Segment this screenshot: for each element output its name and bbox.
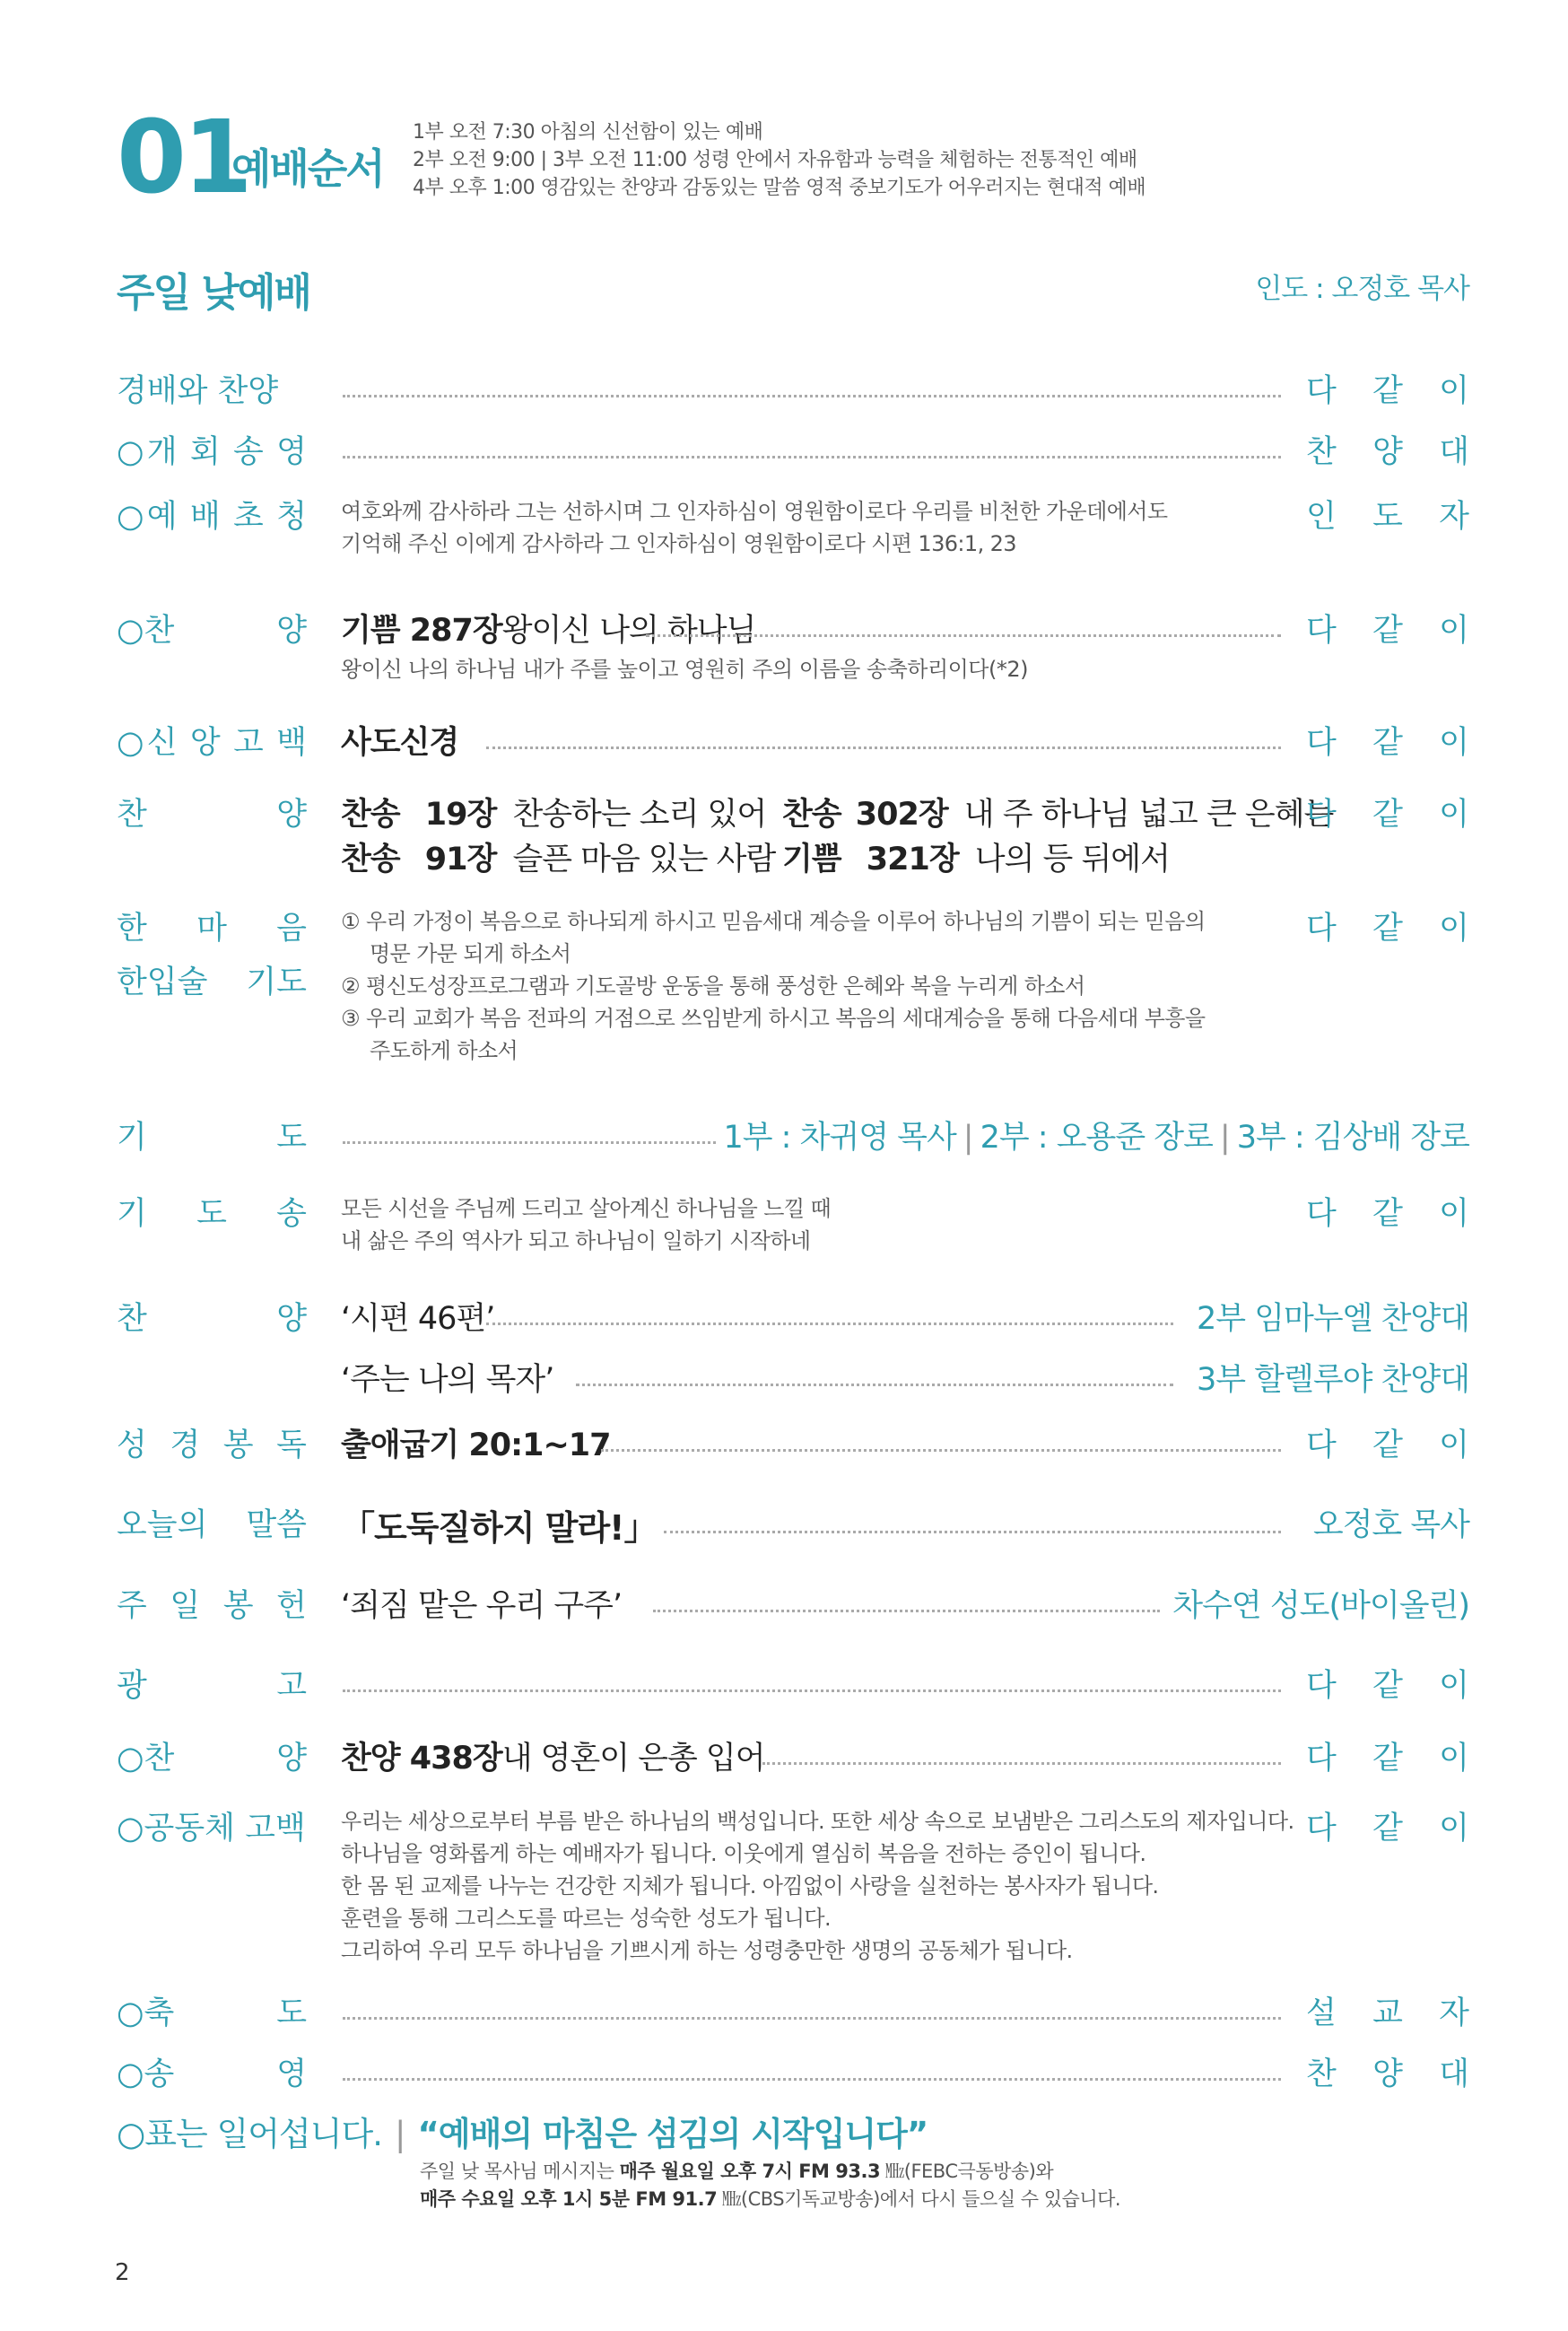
row-person: 찬 양 대 <box>1306 434 1469 470</box>
broadcast-line <box>420 2158 1120 2186</box>
row-label: ○신 앙 고 백 <box>117 725 307 761</box>
choir-name: 3부 할렐루야 찬양대 <box>1197 1362 1469 1398</box>
row-person: 다 같 이 <box>1306 613 1469 649</box>
service-schedule <box>413 118 1146 202</box>
divider: | <box>963 1120 973 1156</box>
row-label <box>117 1113 307 1157</box>
row-person: 다 같 이 <box>1306 911 1469 947</box>
row-person: 오정호 목사 <box>1312 1507 1469 1543</box>
leader-dots <box>343 456 1281 458</box>
text-line: 기억해 주신 이에게 감사하라 그 인자하심이 영원함이로다 시편 136:1, 23 <box>341 531 1016 556</box>
page-number: 2 <box>115 2259 130 2286</box>
order-row-closing <box>117 2049 1469 2094</box>
label-part: ○찬 <box>117 1741 175 1777</box>
creed-content <box>341 718 458 763</box>
label-part: 광 <box>117 1668 147 1704</box>
hymn-lyric: 왕이신 나의 하나님 내가 주를 높이고 영원히 주의 이름을 송축하리이다(*2) <box>341 657 1028 682</box>
row-label <box>117 2049 307 2094</box>
hymn-item <box>341 790 766 834</box>
row-label: 한입술 기도 <box>117 965 307 1000</box>
hymn-number: 찬양 438장 <box>341 1741 502 1777</box>
row-person: 설 교 자 <box>1306 1995 1469 2031</box>
text-line: 여호와께 감사하라 그는 선하시며 그 인자하심이 영원함이로다 우리를 비천한 가운데에서도 <box>341 499 1168 524</box>
choir-song: ‘주는 나의 목자’ <box>341 1362 554 1398</box>
row-label <box>117 1294 307 1339</box>
hymn-book: 찬송 <box>341 797 400 833</box>
divider: | <box>1219 1120 1230 1156</box>
row-label: 한 마 음 <box>117 911 307 947</box>
offering-content <box>341 1581 622 1626</box>
confession-line: 한 몸 된 교제를 나누는 건강한 지체가 됩니다. 아낌없이 사랑을 실천하는 봉사자가 됩니다. <box>341 1873 1159 1899</box>
hymn-book: 기쁨 <box>782 842 841 877</box>
hymn-number: 321장 <box>866 842 959 877</box>
row-label: 주 일 봉 헌 <box>117 1588 307 1624</box>
row-label: ○개 회 송 영 <box>117 434 307 470</box>
prayer-leader: 3부 : 김상배 장로 <box>1236 1120 1469 1156</box>
label-part: 찬 <box>117 797 147 833</box>
row-person: 다 같 이 <box>1306 1741 1469 1777</box>
row-person: 다 같 이 <box>1306 797 1469 833</box>
row-person: 다 같 이 <box>1306 1668 1469 1704</box>
order-row-scripture <box>117 1420 1469 1465</box>
row-label: ○공동체 고백 <box>117 1811 306 1846</box>
order-row-choir <box>117 1294 1469 1401</box>
row-person: 다 같 이 <box>1306 725 1469 761</box>
broadcast-line <box>420 2186 1120 2213</box>
label-part: 양 <box>276 797 307 833</box>
note-text: ㎒(FEBC극동방송)와 <box>880 2161 1054 2182</box>
hymn-name: 나의 등 뒤에서 <box>974 842 1170 877</box>
confession-line: 훈련을 통해 그리스도를 따르는 성숙한 성도가 됩니다. <box>341 1906 832 1931</box>
order-row-hymn-2 <box>117 1733 1469 1778</box>
schedule-line: 2부 오전 9:00 | 3부 오전 11:00 성령 안에서 자유함과 능력을 체험하는 전통적인 예배 <box>413 149 1137 171</box>
leader-dots <box>343 395 1281 397</box>
order-row-worship <box>117 366 1469 411</box>
hymn-name: 내 영혼이 은총 입어 <box>501 1741 765 1777</box>
label-part: 도 <box>276 1120 307 1156</box>
hymn-item <box>341 834 775 879</box>
hymn-item <box>782 834 1170 879</box>
row-label <box>117 606 307 650</box>
label-part: ○축 <box>117 1995 175 2031</box>
sermon-content <box>341 1500 658 1550</box>
order-row-offering <box>117 1581 1469 1626</box>
label-part: 고 <box>276 1668 307 1704</box>
leader-dots <box>486 1323 1173 1325</box>
note-text: ㎒(CBS기독교방송)에서 다시 들으실 수 있습니다. <box>717 2188 1121 2210</box>
row-label: 기 도 송 <box>117 1196 307 1232</box>
row-label <box>117 1733 307 1778</box>
prayer-line: ③ 우리 교회가 복음 전파의 거점으로 쓰임받게 하시고 복음의 세대계승을 통해 다음세대 부흥을 <box>341 1006 1206 1031</box>
hymn-number: 19장 <box>424 797 497 833</box>
note-emphasis: 매주 수요일 오후 1시 5분 FM 91.7 <box>420 2188 718 2210</box>
prayer-line: 주도하게 하소서 <box>370 1038 518 1063</box>
label-part: 찬 <box>117 1301 147 1337</box>
prayer-line: ① 우리 가정이 복음으로 하나되게 하시고 믿음세대 계승을 이루어 하나님의 기쁨이 되는 믿음의 <box>341 909 1206 934</box>
hymn-title <box>341 606 755 650</box>
leader-dots <box>601 1449 1281 1452</box>
note-emphasis: 매주 월요일 오후 7시 FM 93.3 <box>619 2161 881 2182</box>
hymn-book: 찬송 <box>782 797 841 833</box>
motto-text: “예배의 마침은 섬김의 시작입니다” <box>417 2115 928 2153</box>
row-label <box>117 1661 307 1706</box>
order-row-creed <box>117 718 1469 763</box>
hymn-title <box>341 1733 765 1778</box>
service-title: 주일 낮예배 <box>117 270 310 316</box>
offering-song: ‘죄짐 맡은 우리 구주’ <box>341 1588 623 1624</box>
row-label: 성 경 봉 독 <box>117 1427 307 1463</box>
row-label <box>117 790 307 834</box>
order-row-benediction <box>117 1988 1469 2033</box>
label-part: 양 <box>276 613 307 649</box>
row-label: 오늘의 말씀 <box>117 1507 307 1543</box>
leader-dots <box>343 2078 1281 2081</box>
leader-dots <box>343 1141 716 1144</box>
order-row-hymn <box>117 606 1469 695</box>
order-row-community <box>117 1803 1469 1974</box>
service-leader: 인도 : 오정호 목사 <box>1255 273 1469 305</box>
order-row-invocation <box>117 492 1469 563</box>
footer-motto <box>117 2107 928 2155</box>
row-person: 다 같 이 <box>1306 1196 1469 1232</box>
row-label <box>117 1988 307 2033</box>
choir-name: 2부 임마누엘 찬양대 <box>1197 1301 1469 1337</box>
scripture-content <box>341 1420 611 1465</box>
hymn-name: 왕이신 나의 하나님 <box>501 613 756 649</box>
scripture-reference: 출애굽기 20:1~17 <box>341 1427 611 1463</box>
divider: | <box>395 2115 405 2153</box>
invocation-text <box>341 495 1167 560</box>
leader-dots <box>343 2017 1281 2020</box>
leader-dots <box>653 1610 1160 1612</box>
hymn-name: 내 주 하나님 넓고 큰 은혜는 <box>963 797 1334 833</box>
prayer-song-lyrics <box>341 1192 831 1257</box>
row-person: 찬 양 대 <box>1306 2056 1469 2092</box>
label-part: 기 <box>117 1120 147 1156</box>
hymn-number: 302장 <box>855 797 948 833</box>
label-part: 양 <box>276 1741 307 1777</box>
leader-dots <box>664 1531 1281 1533</box>
order-row-unison-prayer <box>117 904 1469 1074</box>
sermon-title: 「도둑질하지 말라!」 <box>341 1508 658 1548</box>
confession-line: 우리는 세상으로부터 부름 받은 하나님의 백성입니다. 또한 세상 속으로 보냄받은 그리스도의 제자입니다. <box>341 1809 1294 1834</box>
row-label: ○예 배 초 청 <box>117 499 307 535</box>
confession-line: 그리하여 우리 모두 하나님을 기쁘시게 하는 성령충만한 생명의 공동체가 됩니다. <box>341 1938 1073 1963</box>
prayer-line: 명문 가문 되게 하소서 <box>370 941 571 966</box>
order-row-sermon <box>117 1500 1469 1549</box>
hymn-book: 찬송 <box>341 842 400 877</box>
hymn-number: 91장 <box>424 842 497 877</box>
row-person: 인 도 자 <box>1306 499 1469 535</box>
lyric-line: 내 삶은 주의 역사가 되고 하나님이 일하기 시작하네 <box>341 1228 811 1253</box>
schedule-line: 1부 오전 7:30 아침의 신선함이 있는 예배 <box>413 121 763 144</box>
prayer-leader: 2부 : 오용준 장로 <box>980 1120 1213 1156</box>
prayer-items <box>341 905 1205 1067</box>
hymn-name: 슬픈 마음 있는 사람 <box>512 842 776 877</box>
section-number: 01 <box>117 100 249 216</box>
prayer-leaders <box>723 1113 1469 1157</box>
order-row-announcements <box>117 1661 1469 1706</box>
lyric-line: 모든 시선을 주님께 드리고 살아계신 하나님을 느낄 때 <box>341 1196 832 1221</box>
row-person: 다 같 이 <box>1306 373 1469 409</box>
prayer-leader: 1부 : 차귀영 목사 <box>723 1120 956 1156</box>
confession-line: 하나님을 영화롭게 하는 예배자가 됩니다. 이웃에게 열심히 복음을 전하는 증인이 됩니다. <box>341 1841 1146 1866</box>
row-person: 차수연 성도(바이올린) <box>1172 1588 1469 1624</box>
order-row-hymns <box>117 790 1469 879</box>
prayer-line: ② 평신도성장프로그램과 기도골방 운동을 통해 풍성한 은혜와 복을 누리게 하소서 <box>341 973 1085 999</box>
leader-dots <box>646 634 1281 637</box>
creed-text: 사도신경 <box>341 725 459 761</box>
hymn-item <box>782 790 1333 834</box>
label-part: 도 <box>276 1995 307 2031</box>
schedule-line: 4부 오후 1:00 영감있는 찬양과 감동있는 말씀 영적 중보기도가 어우러지는 현대적 예배 <box>413 177 1146 199</box>
standing-note: ○표는 일어섭니다. <box>117 2115 383 2153</box>
hymn-name: 찬송하는 소리 있어 <box>512 797 767 833</box>
row-label: 경배와 찬양 <box>117 373 279 409</box>
row-person: 다 같 이 <box>1306 1427 1469 1463</box>
leader-dots <box>343 1689 1281 1692</box>
leader-dots <box>486 746 1281 749</box>
row-person: 다 같 이 <box>1306 1811 1469 1846</box>
leader-dots <box>576 1384 1173 1386</box>
choir-song: ‘시편 46편’ <box>341 1301 495 1337</box>
order-row-prayer-song <box>117 1189 1469 1261</box>
broadcast-note <box>420 2158 1120 2213</box>
leader-dots <box>762 1762 1281 1765</box>
community-confession <box>341 1805 1294 1967</box>
order-row-opening <box>117 427 1469 472</box>
label-part: ○찬 <box>117 613 175 649</box>
label-part: 영 <box>276 2056 307 2092</box>
label-part: ○송 <box>117 2056 175 2092</box>
label-part: 양 <box>276 1301 307 1337</box>
note-text: 주일 낮 목사님 메시지는 <box>420 2161 620 2182</box>
order-row-prayer <box>117 1113 1469 1157</box>
section-title: 예배순서 <box>231 144 384 193</box>
hymn-number: 기쁨 287장 <box>341 613 502 649</box>
